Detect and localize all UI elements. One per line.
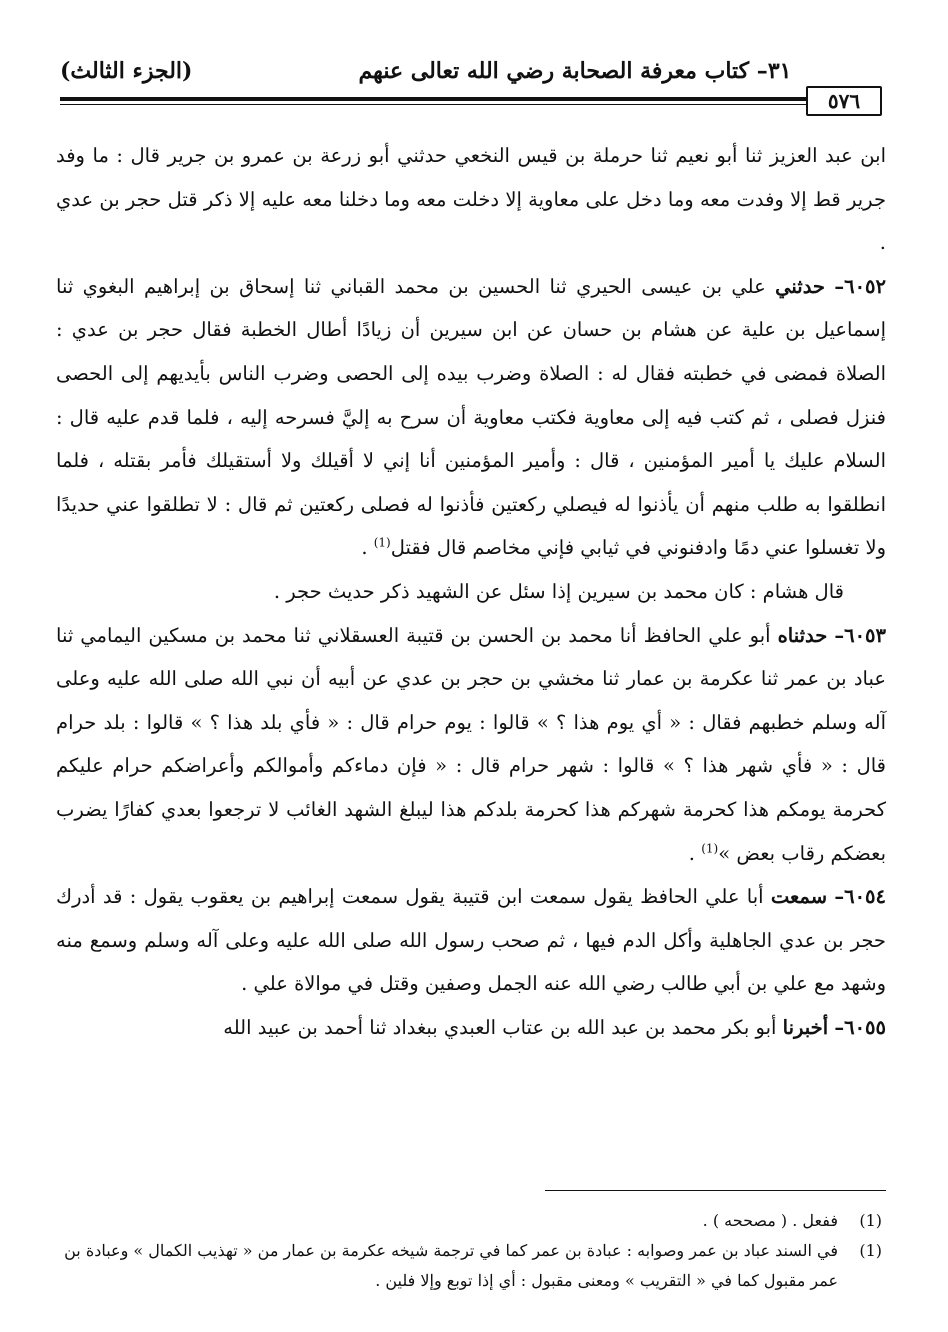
footnote: [62, 1236, 882, 1296]
hadith-number: ٦٠٥٢–: [834, 274, 886, 298]
chapter-title: ٣١– كتاب معرفة الصحابة رضي الله تعالى عنهم: [358, 58, 792, 84]
paragraph: [56, 134, 886, 265]
footnote-ref: (1): [701, 841, 719, 855]
header-rule-thick: [60, 97, 808, 101]
header-rule-thin: [60, 104, 808, 105]
hadith-text: علي بن عيسى الحيري ثنا الحسين بن محمد القباني ثنا إسحاق بن إبراهيم البغوي ثنا إسماعيل بن علية عن هشام بن حسان عن ابن سيرين أن زيادًا أطال الخطبة فقال حجر بن عدي : الصلاة فمضى في خطبته فقال له : الصلاة وضرب بيده إلى الحصى وضرب الناس بأيديهم إلى الحصى فنزل فصلى ، ثم كتب فيه إلى معاوية فكتب معاوية أن سرح به إليَّ فسرحه إليه ، فلما قدم عليه قال : السلام عليك يا أمير المؤمنين ، قال : وأمير المؤمنين أنا إني لا أقيلك ولا أستقيلك فأمر بقتله ، فلما انطلقوا به طلب منهم أن يأذنوا له فيصلي ركعتين فأذنوا له فصلى ركعتين ثم قال : لا تطلقوا عني حديدًا ولا تغسلوا عني دمًا وادفنوني في ثيابي فإني مخاصم قال فقتل: [56, 274, 887, 560]
footnote-text: في السند عباد بن عمر وصوابه : عبادة بن عمر كما في ترجمة شيخه عكرمة بن عمار من « تهذيب الكمال » وعبادة بن عمر مقبول كما في « التقريب » ومعنى مقبول : أي إذا توبع وإلا فلين .: [64, 1241, 838, 1290]
hadith-number: ٦٠٥٥–: [834, 1015, 886, 1039]
paragraph-text: ابن عبد العزيز ثنا أبو نعيم ثنا حرملة بن قيس النخعي حدثني أبو زرعة بن عمرو بن جرير قال : ما وفد جرير قط إلا وفدت معه وما دخل على معاوية إلا دخلت معه وما دخلنا معه عليه إلا ذكر قتل حجر بن عدي .: [56, 144, 886, 255]
footnote-text: ففعل . ( مصححه ) .: [702, 1211, 838, 1230]
hadith-paragraph: [56, 1006, 886, 1050]
hadith-end: .: [688, 841, 702, 865]
hadith-verb: حدثناه: [777, 623, 828, 647]
hadith-paragraph: [56, 265, 886, 570]
footnote-ref: (1): [373, 535, 391, 550]
hadith-number: ٦٠٥٣–: [834, 623, 886, 647]
hadith-end: .: [361, 536, 374, 560]
footnote-mark: (1): [859, 1241, 882, 1260]
running-header: [60, 58, 880, 92]
hadith-number: ٦٠٥٤–: [834, 885, 886, 909]
hadith-text: أبو بكر محمد بن عبد الله بن عتاب العبدي ببغداد ثنا أحمد بن عبيد الله: [223, 1015, 777, 1039]
main-text: [56, 134, 886, 1049]
hadith-text: أبو علي الحافظ أنا محمد بن الحسن بن قتيبة العسقلاني ثنا محمد بن مسكين اليمامي ثنا عباد بن عمر ثنا عكرمة بن عمار ثنا مخشي بن حجر بن عدي عن أبيه أن نبي الله صلى الله عليه وعلى آله وسلم خطبهم فقال : « أي يوم هذا ؟ » قالوا : يوم حرام قال : « فأي بلد هذا ؟ » قالوا : بلد حرام قال : « فأي شهر هذا ؟ » قالوا : شهر حرام قال : « فإن دماءكم وأموالكم وأعراضكم حرام عليكم كحرمة يومكم هذا كحرمة شهركم هذا كحرمة بلدكم هذا ليبلغ الشهد الغائب لا ترجعوا بعدي كفارًا يضرب بعضكم رقاب بعض »: [56, 623, 886, 865]
hadith-verb: سمعت: [770, 885, 828, 909]
hadith-verb: حدثني: [775, 274, 825, 298]
footnote-separator: [545, 1190, 886, 1191]
paragraph-text: قال هشام : كان محمد بن سيرين إذا سئل عن الشهيد ذكر حديث حجر .: [273, 579, 844, 603]
hadith-verb: أخبرنا: [782, 1015, 829, 1039]
page-number: ٥٧٦: [806, 86, 882, 116]
footnotes: [62, 1206, 882, 1296]
hadith-paragraph: [56, 614, 886, 876]
hadith-paragraph: [56, 875, 886, 1006]
footnote: [62, 1206, 882, 1236]
footnote-mark: (1): [859, 1211, 882, 1230]
paragraph: [56, 570, 886, 614]
hadith-text: أبا علي الحافظ يقول سمعت ابن قتيبة يقول سمعت إبراهيم بن يعقوب يقول : قد أدرك حجر بن عدي الجاهلية وأكل الدم فيها ، ثم صحب رسول الله صلى الله عليه وعلى آله وسلم وسمع منه وشهد مع علي بن أبي طالب رضي الله عنه الجمل وصفين وقتل في موالاة علي .: [56, 885, 886, 996]
volume-label: (الجزء الثالث): [60, 58, 193, 84]
